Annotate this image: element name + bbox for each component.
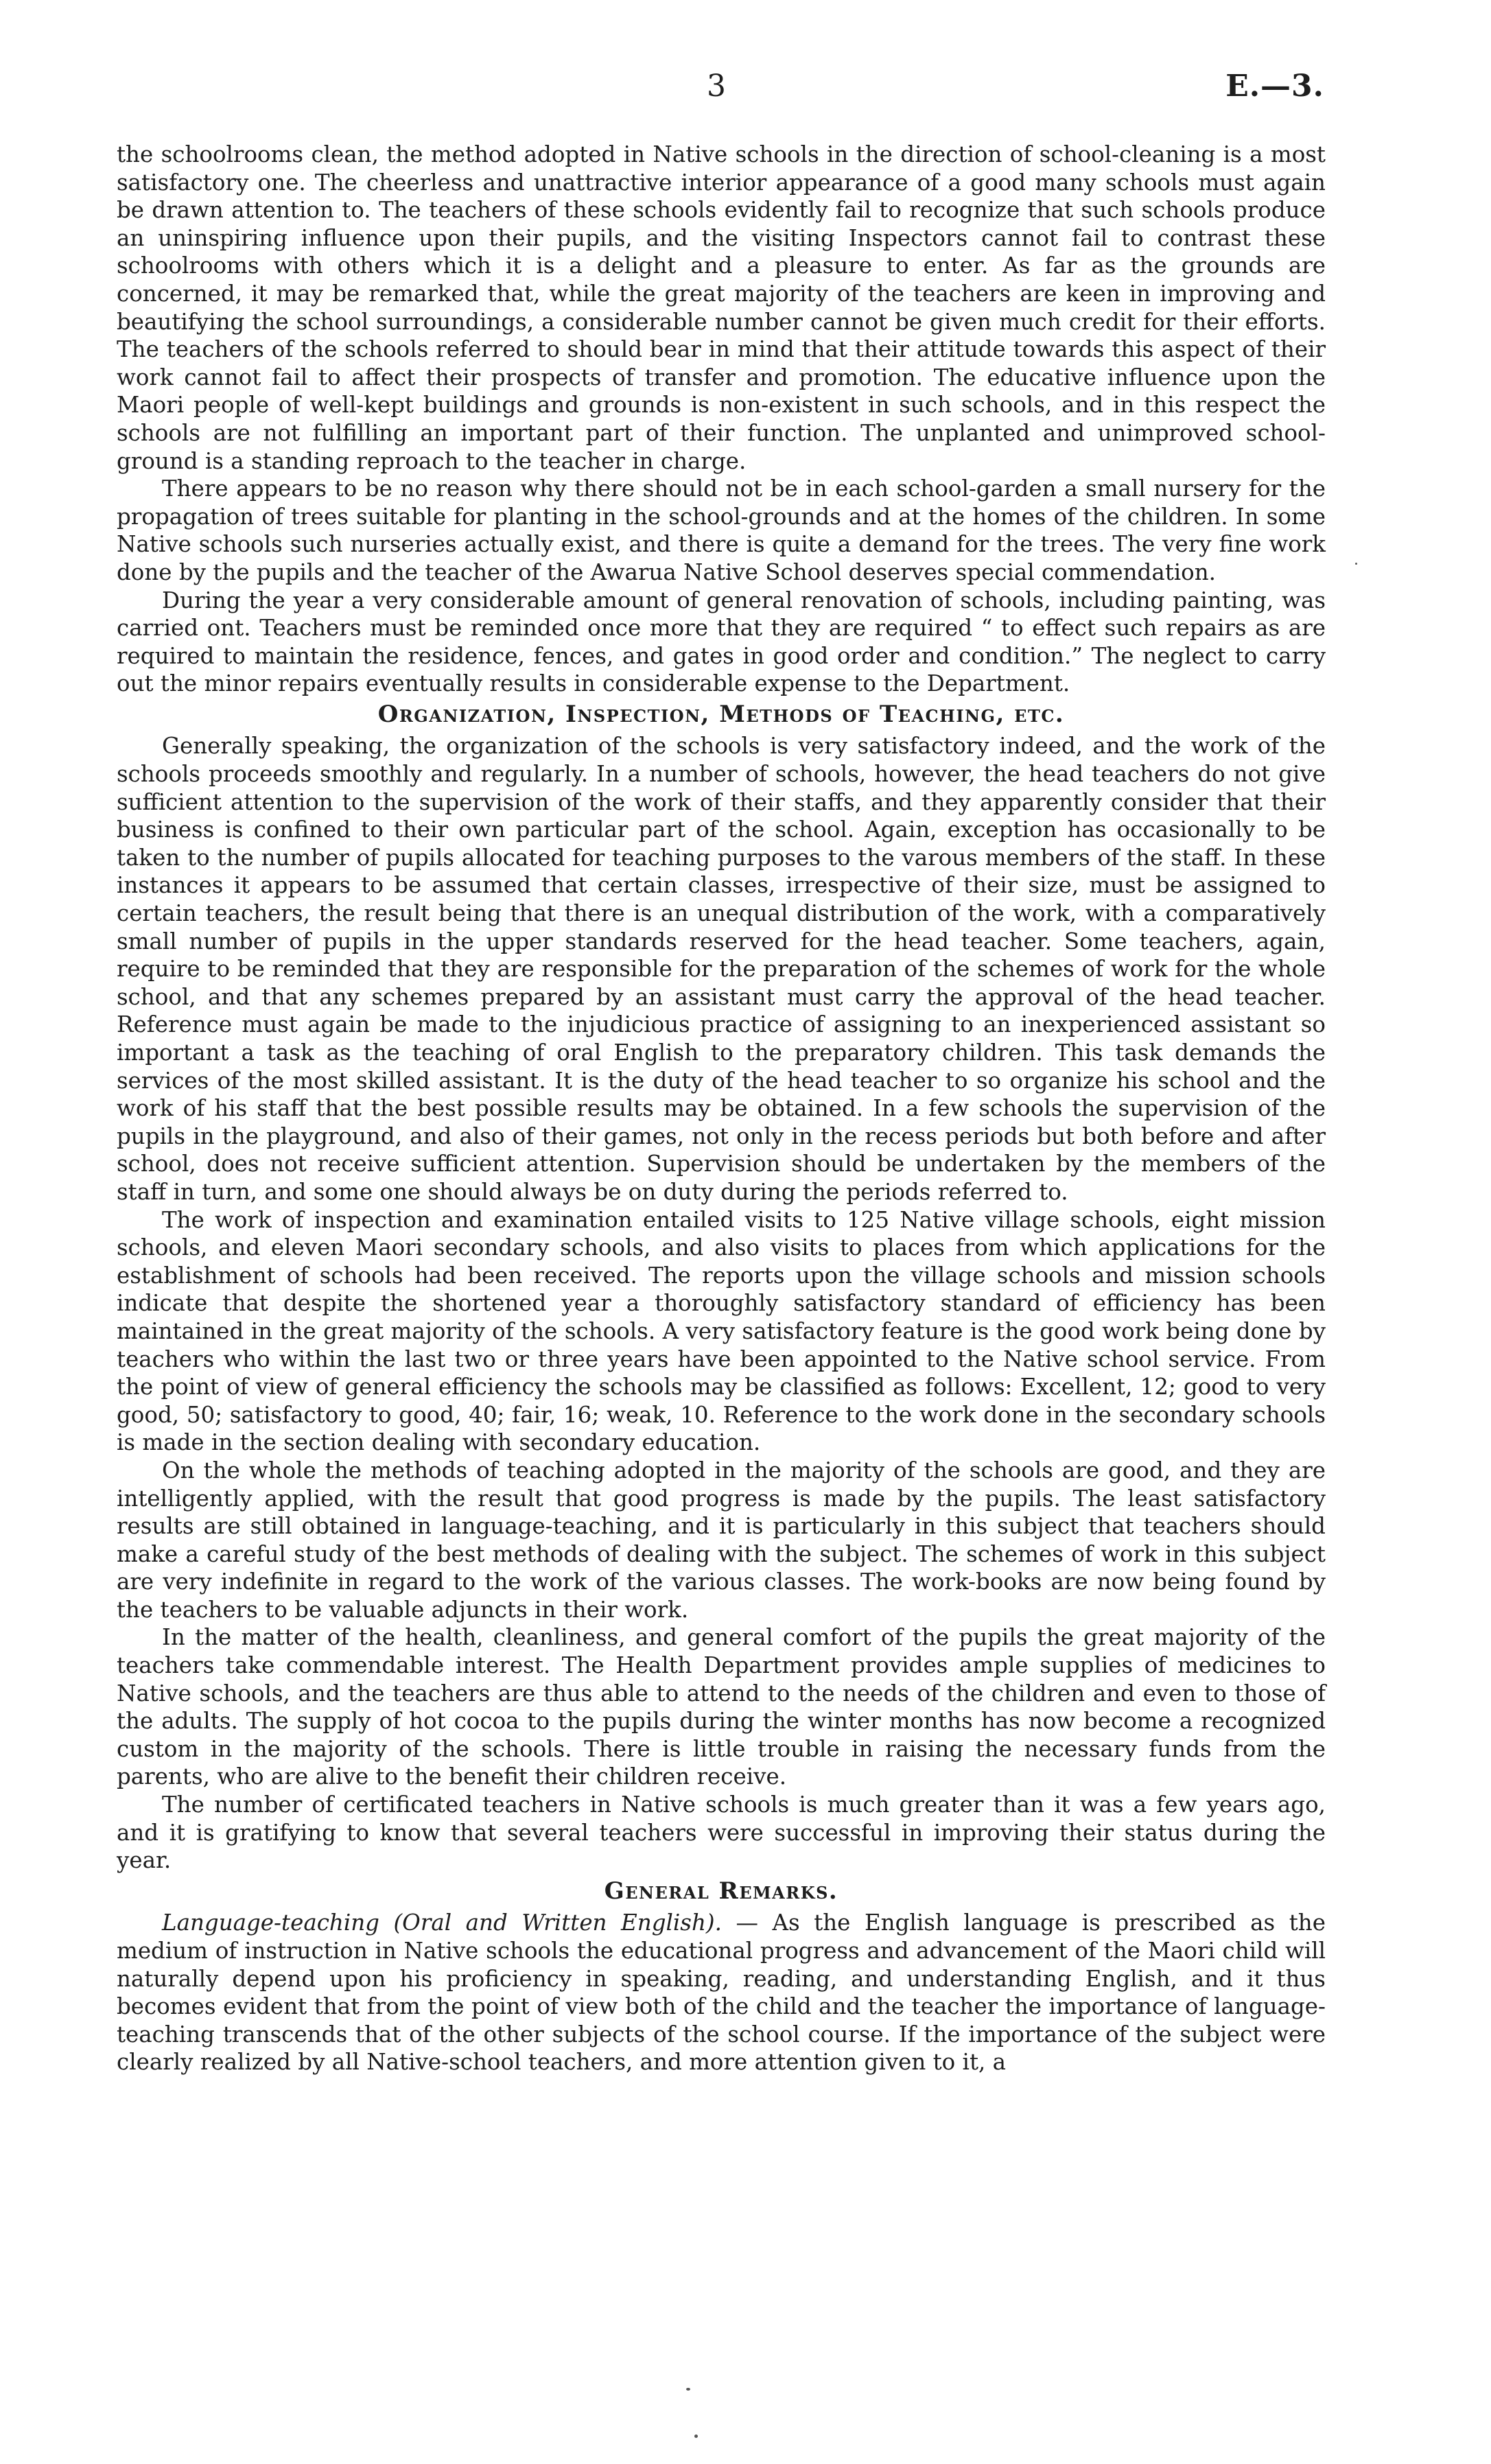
page-number: 3: [707, 69, 727, 104]
scan-speck: [694, 2434, 698, 2438]
paragraph-nursery: There appears to be no reason why there should not be in each school-garden a small nursery for the propagation of trees suitable for planting in the school-grounds and at the homes of the children. In some Native schools such nurseries actually exist, and there is quite a demand for the trees. The very fine work done by the pupils and the teacher of the Awarua Native School deserves special commendation.: [117, 476, 1326, 585]
paragraph-language-teaching: [117, 1909, 1326, 2076]
paragraph-school-cleaning: the schoolrooms clean, the method adopted in Native schools in the direction of school-cleaning is a most satisfactory one. The cheerless and unattractive interior appearance of a good many schools must again be drawn attention to. The teachers of these schools evidently fail to recognize that such schools produce an uninspiring influence upon their pupils, and the visiting Inspectors cannot fail to contrast these schoolrooms with others which it is a delight and a pleasure to enter. As far as the grounds are concerned, it may be remarked that, while the great majority of the teachers are keen in improving and beautifying the school surroundings, a considerable number cannot be given much credit for their efforts. The teachers of the schools referred to should bear in mind that their attitude towards this aspect of their work cannot fail to affect their prospects of transfer and promotion. The educative influence upon the Maori people of well-kept buildings and grounds is non-existent in such schools, and in this respect the schools are not fulfilling an important part of their function. The unplanted and unimproved school-ground is a standing reproach to the teacher in charge.: [117, 141, 1326, 474]
paragraph-language-teaching-text: — As the English language is prescribed as the medium of instruction in Native schools the educational progress and advancement of the Maori child will naturally depend upon his proficiency in speaking, reading, and understanding English, and it thus becomes evident that from the point of view both of the child and the teacher the importance of language-teaching transcends that of the other subjects of the school course. If the importance of the subject were clearly realized by all Native-school teachers, and more attention given to it, a: [117, 1910, 1326, 2076]
paragraph-inspection: The work of inspection and examination entailed visits to 125 Native village schools, eight mission schools, and eleven Maori secondary schools, and also visits to places from which applications for the establishment of schools had been received. The reports upon the village schools and mission schools indicate that despite the shortened year a thoroughly satisfactory standard of efficiency has been maintained in the great majority of the schools. A very satisfactory feature is the good work being done by teachers who within the last two or three years have been appointed to the Native school service. From the point of view of general efficiency the schools may be classified as follows: Excellent, 12; good to very good, 50; satisfactory to good, 40; fair, 16; weak, 10. Reference to the work done in the secondary schools is made in the section dealing with secondary education.: [117, 1206, 1326, 1456]
scan-speck: [1355, 563, 1357, 565]
paragraph-renovation: During the year a very considerable amount of general renovation of schools, including painting, was carried ont. Teachers must be reminded once more that they are required “ to effect such repairs as are required to maintain the residence, fences, and gates in good order and condition.” The neglect to carry out the minor repairs eventually results in considerable expense to the Department.: [117, 587, 1326, 697]
paragraph-lead-language-teaching: Language-teaching (Oral and Written English).: [162, 1910, 722, 1936]
document-body: [117, 141, 1326, 2076]
page-header: [117, 69, 1324, 117]
paragraph-teaching-methods: On the whole the methods of teaching adopted in the majority of the schools are good, and they are intelligently applied, with the result that good progress is made by the pupils. The least satisfactory results are still obtained in language-teaching, and it is particularly in this subject that teachers should make a careful study of the best methods of dealing with the subject. The schemes of work in this subject are very indefinite in regard to the work of the various classes. The work-books are now being found by the teachers to be valuable adjuncts in their work.: [117, 1457, 1326, 1623]
scan-speck: [686, 2388, 690, 2391]
section-heading-general-remarks: General Remarks.: [604, 1877, 838, 1905]
paragraph-certificated-teachers: The number of certificated teachers in Native schools is much greater than it was a few years ago, and it is gratifying to know that several teachers were successful in improving their status during the year.: [117, 1792, 1326, 1874]
section-heading-organization: Organization, Inspection, Methods of Teaching, etc.: [377, 700, 1065, 728]
document-code: E.—3.: [1225, 69, 1324, 104]
paragraph-health: In the matter of the health, cleanliness, and general comfort of the pupils the great majority of the teachers take commendable interest. The Health Department provides ample supplies of medicines to Native schools, and the teachers are thus able to attend to the needs of the children and even to those of the adults. The supply of hot cocoa to the pupils during the winter months has now become a recognized custom in the majority of the schools. There is little trouble in raising the necessary funds from the parents, who are alive to the benefit their children receive.: [117, 1624, 1326, 1790]
paragraph-organization: Generally speaking, the organization of the schools is very satisfactory indeed, and the work of the schools proceeds smoothly and regularly. In a number of schools, however, the head teachers do not give sufficient attention to the supervision of the work of their staffs, and they apparently consider that their business is confined to their own particular part of the school. Again, exception has occasionally to be taken to the number of pupils allocated for teaching purposes to the varous members of the staff. In these instances it appears to be assumed that certain classes, irrespective of their size, must be assigned to certain teachers, the result being that there is an unequal distribution of the work, with a comparatively small number of pupils in the upper standards reserved for the head teacher. Some teachers, again, require to be reminded that they are responsible for the preparation of the schemes of work for the whole school, and that any schemes prepared by an assistant must carry the approval of the head teacher. Reference must again be made to the injudicious practice of assigning to an inexperienced assistant so important a task as the teaching of oral English to the preparatory children. This task demands the services of the most skilled assistant. It is the duty of the head teacher to so organize his school and the work of his staff that the best possible results may be obtained. In a few schools the supervision of the pupils in the playground, and also of their games, not only in the recess periods but both before and after school, does not receive sufficient attention. Supervision should be undertaken by the members of the staff in turn, and some one should always be on duty during the periods referred to.: [117, 733, 1326, 1205]
